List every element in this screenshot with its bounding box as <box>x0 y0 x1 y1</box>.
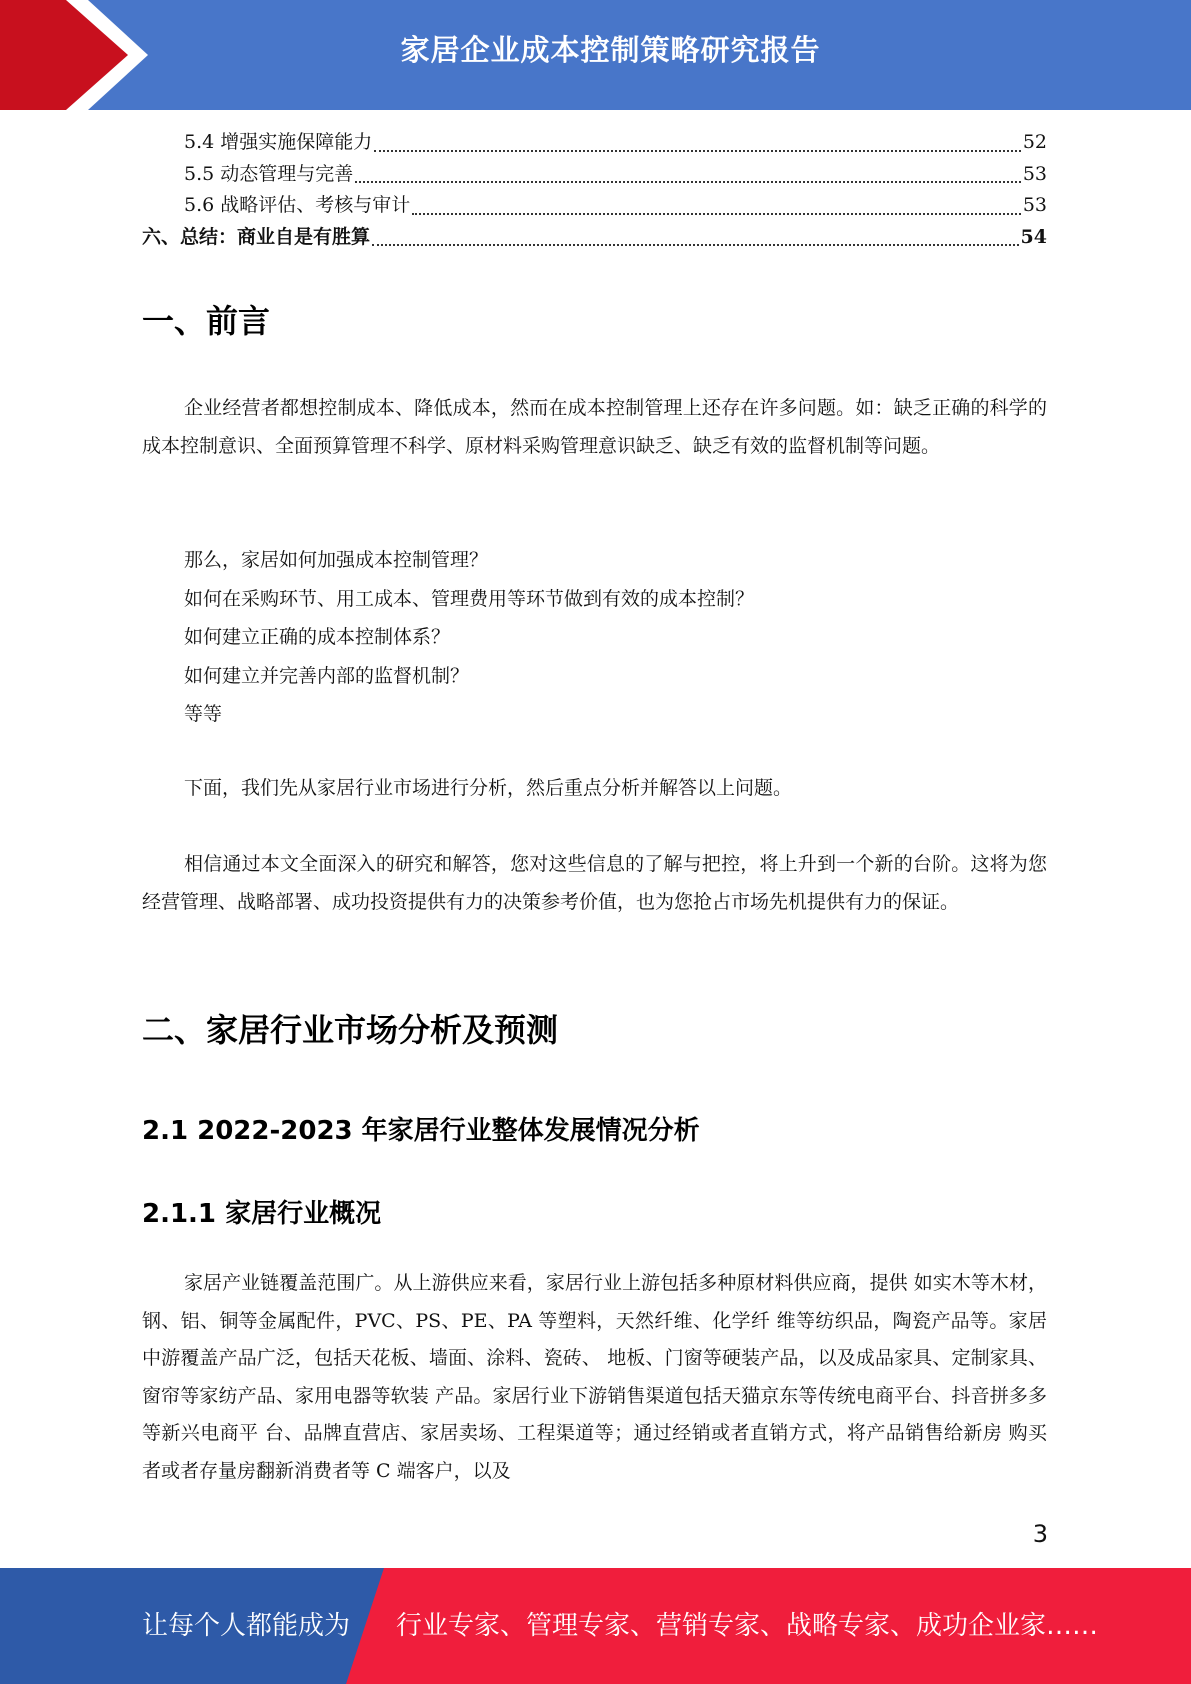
page-footer <box>0 1568 1191 1684</box>
toc-entry-page: 53 <box>1022 162 1047 185</box>
toc-leader-dots <box>355 181 1021 183</box>
overview-paragraph: 家居产业链覆盖范围广。从上游供应来看，家居行业上游包括多种原材料供应商，提供 如实木等木材，钢、铝、铜等金属配件，PVC、PS、PE、PA 等塑料，天然纤维、化学纤 维等纺织品，陶瓷产品等。家居中游覆盖产品广泛，包括天花板、墙面、涂料、瓷砖、 地板、门窗等硬装产品，以及成品家具、定制家具、窗帘等家纺产品、家用电器等软装 产品。家居行业下游销售渠道包括天猫京东等传统电商平台、抖音拼多多等新兴电商平 台、品牌直营店、家居卖场、工程渠道等；通过经销或者直销方式，将产品销售给新房 购买者或者存量房翻新消费者等 C 端客户，以及 <box>142 1272 1047 1482</box>
toc-entry[interactable] <box>142 127 1047 159</box>
subsection-heading-2-1: 2.1 2022-2023 年家居行业整体发展情况分析 <box>142 1116 700 1146</box>
toc-leader-dots <box>412 213 1021 215</box>
question-item: 如何建立正确的成本控制体系？ <box>184 626 451 648</box>
footer-slogan-left: 让每个人都能成为 <box>142 1611 351 1641</box>
toc-leader-dots <box>374 150 1021 152</box>
toc-entry-label: 5.5 动态管理与完善 <box>184 162 354 185</box>
toc-entry[interactable] <box>142 190 1047 222</box>
page-number: 3 <box>1032 1520 1048 1548</box>
question-item: 如何建立并完善内部的监督机制？ <box>184 664 470 687</box>
question-list <box>184 541 754 734</box>
preface-paragraph-1: 企业经营者都想控制成本、降低成本，然而在成本控制管理上还存在许多问题。如：缺乏正确的科学的成本控制意识、全面预算管理不科学、原材料采购管理意识缺乏、缺乏有效的监督机制等问题。 <box>142 397 1047 457</box>
toc-entry-page: 54 <box>1020 225 1047 248</box>
preface-paragraph-3: 相信通过本文全面深入的研究和解答，您对这些信息的了解与把控，将上升到一个新的台阶。这将为您经营管理、战略部署、成功投资提供有力的决策参考价值，也为您抢占市场先机提供有力的保证。 <box>142 853 1047 913</box>
question-item: 如何在采购环节、用工成本、管理费用等环节做到有效的成本控制？ <box>184 587 755 610</box>
section-heading-preface: 一、前言 <box>142 302 271 340</box>
toc-entry[interactable] <box>142 222 1047 254</box>
report-title: 家居企业成本控制策略研究报告 <box>400 33 821 67</box>
toc-entry-label: 5.6 战略评估、考核与审计 <box>184 194 411 216</box>
question-item: 那么，家居如何加强成本控制管理？ <box>184 549 489 571</box>
toc-leader-dots <box>372 244 1019 246</box>
preface-paragraph-2: 下面，我们先从家居行业市场进行分析，然后重点分析并解答以上问题。 <box>184 777 793 799</box>
section-heading-market: 二、家居行业市场分析及预测 <box>142 1011 559 1049</box>
toc-entry-label: 5.4 增强实施保障能力 <box>184 131 373 153</box>
footer-slogan-right: 行业专家、管理专家、营销专家、战略专家、成功企业家…… <box>396 1611 1099 1641</box>
toc-entry-label: 六、总结：商业自是有胜算 <box>142 225 371 248</box>
toc-entry[interactable] <box>142 159 1047 191</box>
toc-entry-page: 52 <box>1022 131 1047 153</box>
page-header <box>0 0 1191 110</box>
subsection-heading-2-1-1: 2.1.1 家居行业概况 <box>142 1199 382 1229</box>
toc-entry-page: 53 <box>1022 194 1047 216</box>
table-of-contents <box>142 127 1047 253</box>
question-item: 等等 <box>184 703 223 725</box>
